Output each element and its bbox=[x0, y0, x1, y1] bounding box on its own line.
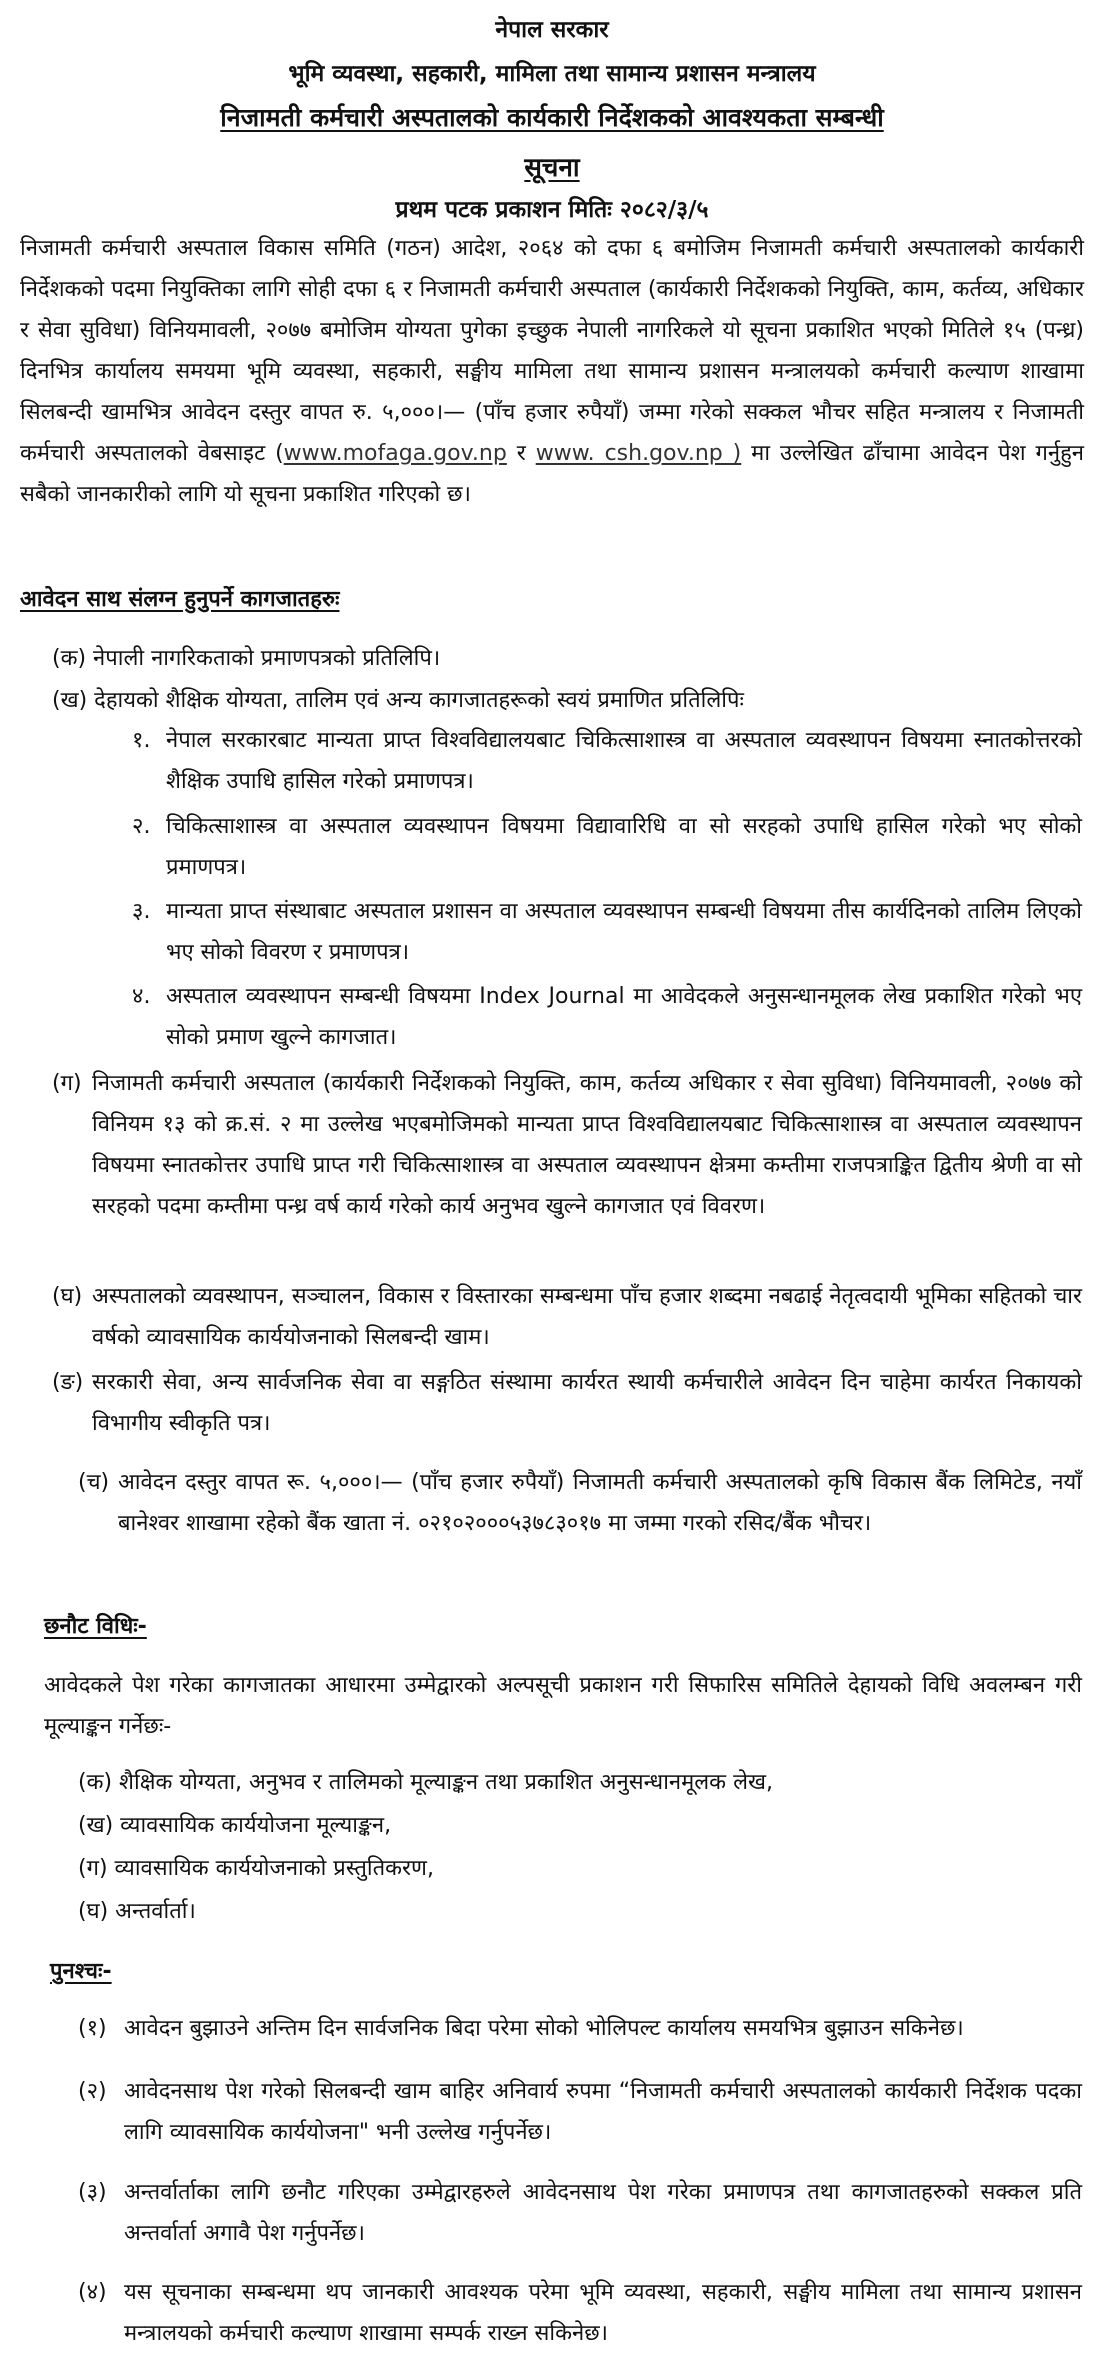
note-number: (१) bbox=[78, 2016, 107, 2041]
notes-heading: पुनश्चः- bbox=[50, 1959, 112, 1984]
doc-item-nga-label: (ङ) bbox=[52, 1370, 84, 1395]
doc-sub-number: १. bbox=[132, 728, 151, 753]
doc-sub-number: २. bbox=[132, 814, 151, 839]
doc-item-gha: अस्पतालको व्यवस्थापन, सञ्चालन, विकास र विस्तारका सम्बन्धमा पाँच हजार शब्दमा नबढाई नेतृत्वदायी भूमिका सहितको चार वर्षको व्यावसायिक कार्ययोजनाको सिलबन्दी खाम। bbox=[92, 1284, 1082, 1350]
doc-item-gha-label: (घ) bbox=[52, 1284, 83, 1309]
note-item: अन्तर्वार्ताका लागि छनौट गरिएका उम्मेद्वारहरुले आवेदनसाथ पेश गरेका प्रमाणपत्र तथा कागजातहरुको सक्कल प्रति अन्तर्वार्ता अगावै पेश गर्नुपर्नेछ। bbox=[124, 2180, 1082, 2246]
notice-title bbox=[0, 148, 1104, 184]
doc-item-ga-label: (ग) bbox=[52, 1071, 82, 1096]
notice-title-text: सूचना bbox=[524, 153, 580, 183]
doc-sub-item: नेपाल सरकारबाट मान्यता प्राप्त विश्वविद्यालयबाट चिकित्साशास्त्र वा अस्पताल व्यवस्थापन विषयमा स्नातकोत्तरको शैक्षिक उपाधि हासिल गरेको प्रमाणपत्र। bbox=[166, 728, 1082, 794]
intro-paragraph bbox=[20, 228, 1084, 515]
selection-item: (घ) अन्तर्वार्ता। bbox=[78, 1899, 196, 1924]
doc-sub-number: ३. bbox=[132, 899, 151, 924]
note-item: यस सूचनाका सम्बन्धमा थप जानकारी आवश्यक परेमा भूमि व्यवस्था, सहकारी, सङ्घीय मामिला तथा सामान्य प्रशासन मन्त्रालयको कर्मचारी कल्याण शाखामा सम्पर्क राख्न सकिनेछ। bbox=[124, 2280, 1082, 2346]
doc-item-kha: (ख) देहायको शैक्षिक योग्यता, तालिम एवं अन्य कागजातहरूको स्वयं प्रमाणित प्रतिलिपिः bbox=[52, 688, 744, 713]
intro-text-part3: मा उल्लेखित ढाँचामा आवेदन पेश गर्नुहुन सबैको जानकारीको लागि यो सूचना प्रकाशित गरिएको छ। bbox=[20, 441, 1085, 507]
ministry-name: भूमि व्यवस्था, सहकारी, मामिला तथा सामान्य प्रशासन मन्त्रालय bbox=[288, 61, 816, 87]
doc-item-nga: सरकारी सेवा, अन्य सार्वजनिक सेवा वा सङ्गठित संस्थामा कार्यरत स्थायी कर्मचारीले आवेदन दिन चाहेमा कार्यरत निकायको विभागीय स्वीकृति पत्र। bbox=[92, 1370, 1082, 1436]
notice-subject bbox=[0, 100, 1104, 134]
selection-intro: आवेदकले पेश गरेका कागजातका आधारमा उम्मेद्वारको अल्पसूची प्रकाशन गरी सिफारिस समितिले देहायको विधि अवलम्बन गरी मूल्याङ्कन गर्नेछः- bbox=[44, 1673, 1082, 1739]
note-item: आवेदनसाथ पेश गरेको सिलबन्दी खाम बाहिर अनिवार्य रुपमा “निजामती कर्मचारी अस्पतालको कार्यकारी निर्देशक पदका लागि व्यावसायिक कार्ययोजना" भनी उल्लेख गर्नुपर्नेछ। bbox=[124, 2079, 1082, 2145]
selection-heading: छनौट विधिः- bbox=[44, 1614, 147, 1639]
note-item: आवेदन बुझाउने अन्तिम दिन सार्वजनिक बिदा परेमा सोको भोलिपल्ट कार्यालय समयभित्र बुझाउन सकिनेछ। bbox=[124, 2016, 964, 2041]
publish-date: प्रथम पटक प्रकाशन मितिः २०८२/३/५ bbox=[395, 197, 709, 223]
documents-heading: आवेदन साथ संलग्न हुनुपर्ने कागजातहरुः bbox=[20, 587, 340, 612]
intro-text-part1: निजामती कर्मचारी अस्पताल विकास समिति (गठन) आदेश, २०६४ को दफा ६ बमोजिम निजामती कर्मचारी अस्पतालको कार्यकारी निर्देशकको पदमा नियुक्तिका लागि सोही दफा ६ र निजामती कर्मचारी अस्पताल (कार्यकारी निर्देशकको नियुक्ति, काम, कर्तव्य, अधिकार र सेवा सुविधा) विनियमावली, २०७७ बमोजिम योग्यता पुगेका इच्छुक नेपाली नागरिकले यो सूचना प्रकाशित भएको मितिले १५ (पन्ध्र) दिनभित्र कार्यालय समयमा भूमि व्यवस्था, सहकारी, सङ्घीय मामिला तथा सामान्य प्रशासन मन्त्रालयको कर्मचारी कल्याण शाखामा सिलबन्दी खामभित्र आवेदन दस्तुर वापत रु. ५,०००।— (पाँच हजार रुपैयाँ) जम्मा गरेको सक्कल भौचर सहित मन्त्रालय र निजामती कर्मचारी अस्पतालको वेबसाइट ( bbox=[20, 236, 1084, 466]
note-number: (३) bbox=[78, 2180, 107, 2205]
doc-sub-item: मान्यता प्राप्त संस्थाबाट अस्पताल प्रशासन वा अस्पताल व्यवस्थापन सम्बन्धी विषयमा तीस कार्यदिनको तालिम लिएको भए सोको विवरण र प्रमाणपत्र। bbox=[166, 899, 1082, 965]
note-number: (४) bbox=[78, 2280, 107, 2305]
doc-item-cha-label: (च) bbox=[78, 1470, 110, 1495]
csh-link[interactable]: www. csh.gov.np ) bbox=[535, 441, 742, 466]
government-name: नेपाल सरकार bbox=[495, 17, 609, 43]
mofaga-link[interactable]: www.mofaga.gov.np bbox=[283, 441, 507, 466]
notice-subject-text: निजामती कर्मचारी अस्पतालको कार्यकारी निर्देशकको आवश्यकता सम्बन्धी bbox=[220, 103, 884, 132]
selection-item: (ख) व्यावसायिक कार्ययोजना मूल्याङ्कन, bbox=[78, 1813, 392, 1838]
doc-sub-item: चिकित्साशास्त्र वा अस्पताल व्यवस्थापन विषयमा विद्यावारिधि वा सो सरहको उपाधि हासिल गरेको भए सोको प्रमाणपत्र। bbox=[166, 814, 1082, 880]
doc-item-ga: निजामती कर्मचारी अस्पताल (कार्यकारी निर्देशकको नियुक्ति, काम, कर्तव्य अधिकार र सेवा सुविधा) विनियमावली, २०७७ को विनियम १३ को क्र.सं. २ मा उल्लेख भएबमोजिमको मान्यता प्राप्त विश्वविद्यालयबाट चिकित्साशास्त्र वा अस्पताल व्यवस्थापन विषयमा स्नातकोत्तर उपाधि प्राप्त गरी चिकित्साशास्त्र वा अस्पताल व्यवस्थापन क्षेत्रमा कम्तीमा राजपत्राङ्कित द्वितीय श्रेणी वा सो सरहको पदमा कम्तीमा पन्ध्र वर्ष कार्य गरेको कार्य अनुभव खुल्ने कागजात एवं विवरण। bbox=[92, 1071, 1082, 1219]
doc-item-ka: (क) नेपाली नागरिकताको प्रमाणपत्रको प्रतिलिपि। bbox=[52, 646, 441, 671]
doc-item-cha: आवेदन दस्तुर वापत रू. ५,०००।— (पाँच हजार रुपैयाँ) निजामती कर्मचारी अस्पतालको कृषि विकास बैंक लिमिटेड, नयाँ बानेश्वर शाखामा रहेको बैंक खाता नं. ०२१०२०००५३७८३०१७ मा जम्मा गरको रसिद/बैंक भौचर। bbox=[118, 1470, 1082, 1536]
selection-item: (ग) व्यावसायिक कार्ययोजनाको प्रस्तुतिकरण, bbox=[78, 1856, 434, 1881]
note-number: (२) bbox=[78, 2079, 107, 2104]
doc-sub-number: ४. bbox=[132, 984, 151, 1009]
doc-sub-item: अस्पताल व्यवस्थापन सम्बन्धी विषयमा Index Journal मा आवेदकले अनुसन्धानमूलक लेख प्रकाशित गरेको भए सोको प्रमाण खुल्ने कागजात। bbox=[166, 984, 1082, 1050]
intro-text-part2: र bbox=[506, 441, 536, 466]
selection-item: (क) शैक्षिक योग्यता, अनुभव र तालिमको मूल्याङ्कन तथा प्रकाशित अनुसन्धानमूलक लेख, bbox=[78, 1770, 773, 1795]
